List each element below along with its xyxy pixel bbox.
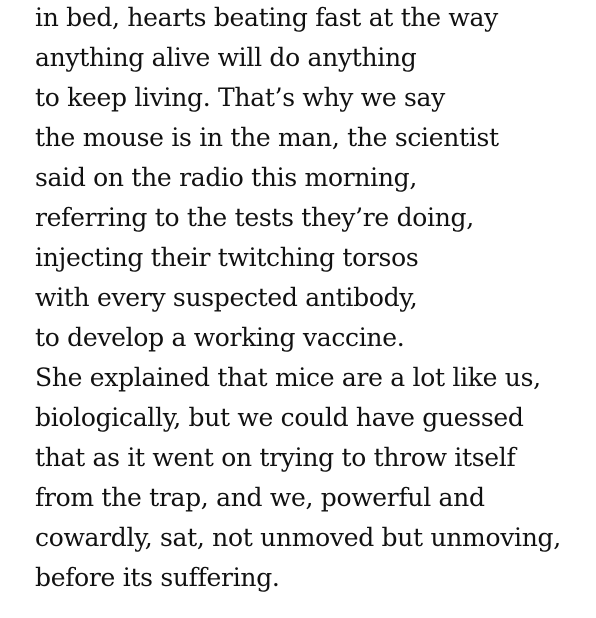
poem-line: with every suspected antibody, [35,283,418,312]
poem-line: to keep living. That’s why we say [35,83,445,112]
poem-line: referring to the tests they’re doing, [35,203,474,232]
poem-line: She explained that mice are a lot like us, [35,363,541,392]
poem-text [35,0,591,598]
poem-line: to develop a working vaccine. [35,323,405,352]
poem-line: the mouse is in the man, the scientist [35,123,499,152]
poem-line: in bed, hearts beating fast at the way [35,3,498,32]
poem-line: injecting their twitching torsos [35,243,419,272]
poem-line: anything alive will do anything [35,43,417,72]
poem-line: from the trap, and we, powerful and [35,483,485,512]
poem-line: before its suffering. [35,563,280,592]
poem-line: that as it went on trying to throw itself [35,443,516,472]
poem-line: cowardly, sat, not unmoved but unmoving, [35,523,561,552]
poem-line: biologically, but we could have guessed [35,403,524,432]
poem-line: said on the radio this morning, [35,163,417,192]
